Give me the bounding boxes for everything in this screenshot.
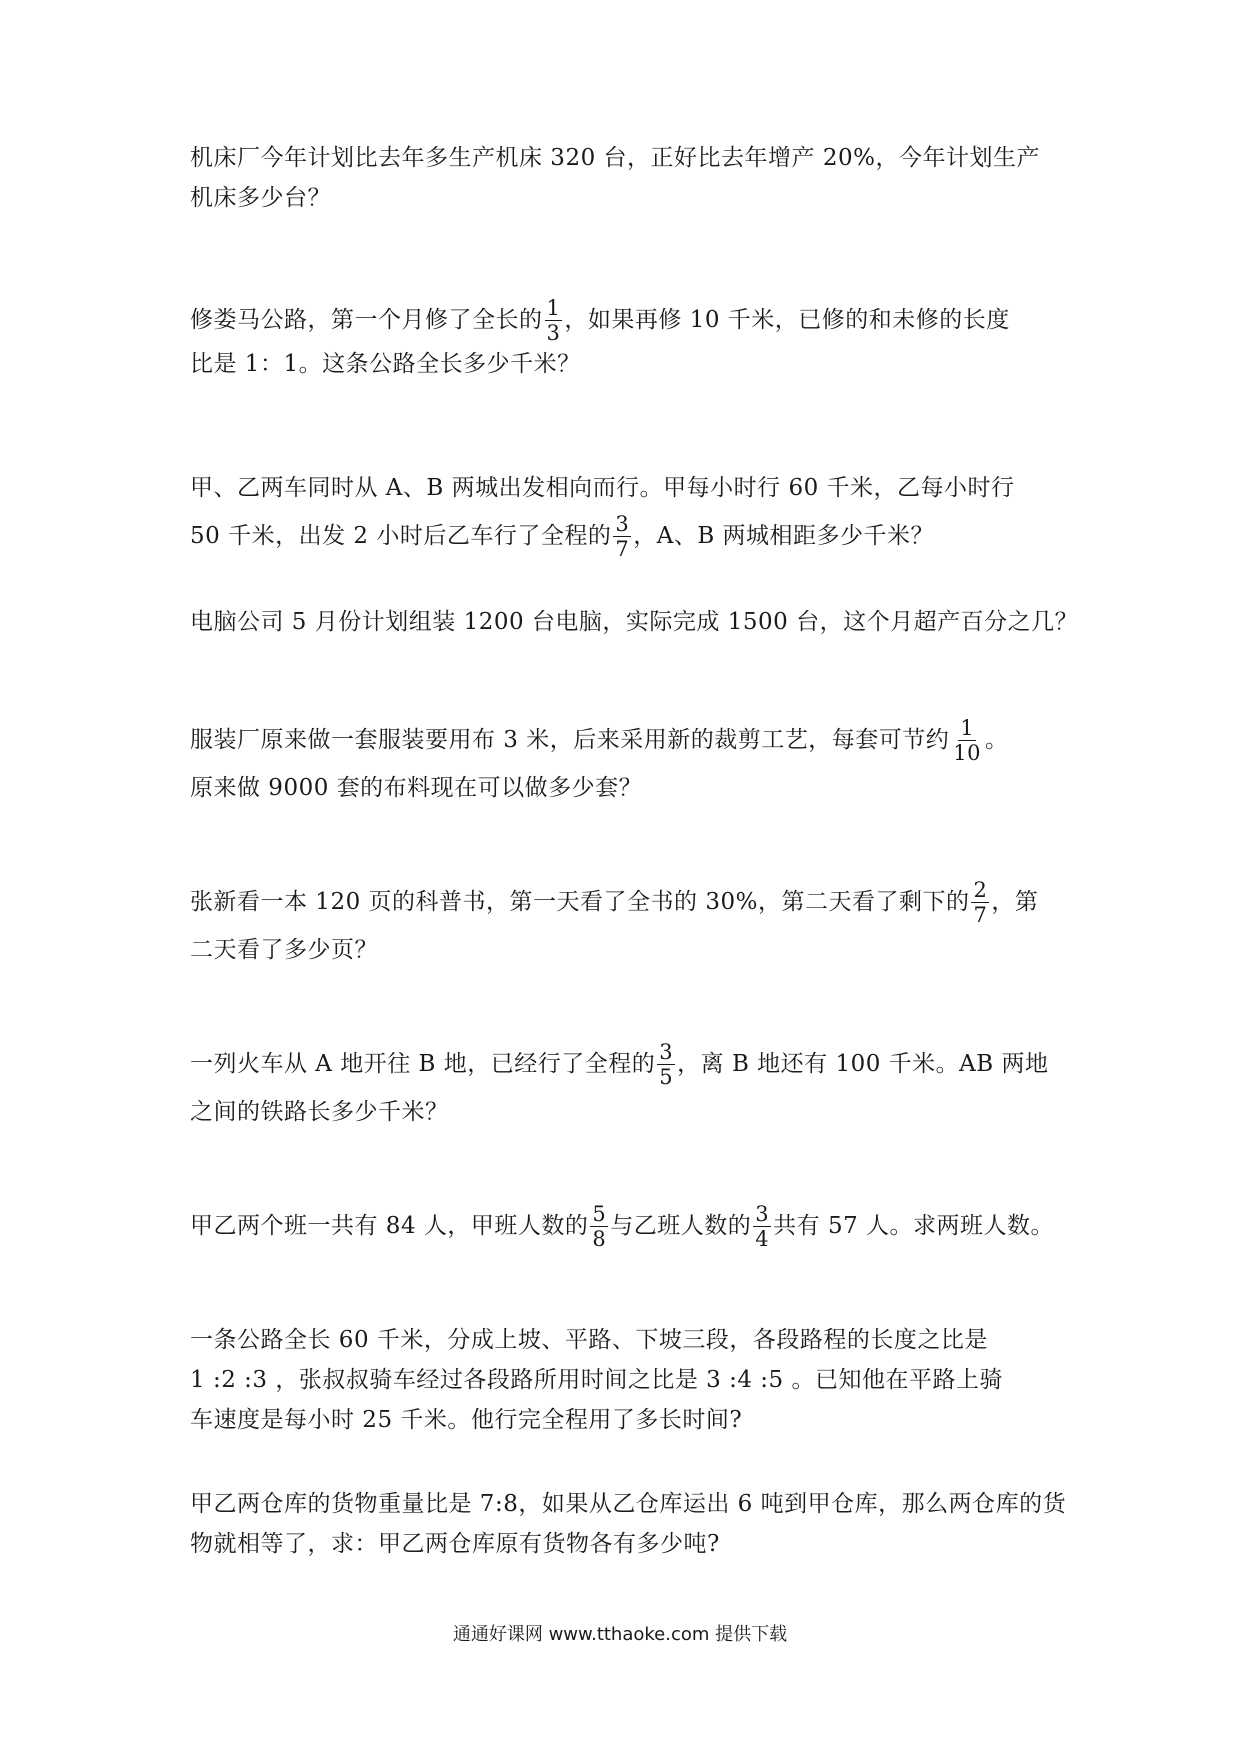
problem-5-text-1a: 服装厂原来做一套服装要用布 3 米，后来采用新的裁剪工艺，每套可节约 xyxy=(190,727,950,753)
fraction-denominator: 7 xyxy=(973,902,988,927)
problem-10 xyxy=(190,1484,1067,1564)
problem-7-line-1 xyxy=(190,1036,1060,1092)
fraction xyxy=(657,1040,675,1089)
problem-6-text-1b: ，第 xyxy=(991,889,1039,915)
fraction-numerator: 1 xyxy=(546,295,561,320)
fraction xyxy=(613,512,631,561)
problem-1-text-1: 机床厂今年计划比去年多生产机床 320 台，正好比去年增产 20%，今年计划生产 xyxy=(190,145,1040,171)
problem-4-text-1: 电脑公司 5 月份计划组装 1200 台电脑，实际完成 1500 台，这个月超产百分之几？ xyxy=(190,609,1079,635)
problem-6-text-1a: 张新看一本 120 页的科普书，第一天看了全书的 30%，第二天看了剩下的 xyxy=(190,889,970,915)
fraction-numerator: 3 xyxy=(615,511,630,536)
problem-10-text-2: 物就相等了，求：甲乙两仓库原有货物各有多少吨? xyxy=(190,1531,720,1557)
problem-7-line-2 xyxy=(190,1092,1060,1132)
fraction-numerator: 3 xyxy=(755,1201,770,1226)
problem-7-text-1a: 一列火车从 A 地开往 B 地，已经行了全程的 xyxy=(190,1051,656,1077)
problem-6 xyxy=(190,874,1060,970)
problem-1-line-1 xyxy=(190,138,1060,178)
problem-7-text-2: 之间的铁路长多少千米？ xyxy=(190,1099,449,1125)
page-footer: 通通好课网 www.tthaoke.com 提供下载 xyxy=(452,1624,788,1645)
fraction-denominator: 4 xyxy=(755,1226,770,1251)
problem-3-text-2b: ，A、B 两城相距多少千米？ xyxy=(633,523,935,549)
problem-1 xyxy=(190,138,1060,218)
problem-9 xyxy=(190,1320,1060,1440)
problem-1-text-2: 机床多少台？ xyxy=(190,185,331,211)
problem-6-text-2: 二天看了多少页？ xyxy=(190,937,378,963)
problem-10-line-1 xyxy=(190,1484,1067,1524)
problem-9-line-1 xyxy=(190,1320,1060,1360)
problem-2-line-2 xyxy=(190,344,1060,384)
fraction xyxy=(753,1202,771,1251)
problem-6-line-1 xyxy=(190,874,1060,930)
problem-5 xyxy=(190,712,1060,808)
problem-5-line-2 xyxy=(190,768,1060,808)
problem-8-text-1c: 共有 57 人。求两班人数。 xyxy=(773,1213,1055,1239)
problem-8-line-1 xyxy=(190,1198,1060,1254)
fraction xyxy=(545,296,563,345)
problem-9-line-3 xyxy=(190,1400,1060,1440)
problem-10-text-1: 甲乙两仓库的货物重量比是 7:8，如果从乙仓库运出 6 吨到甲仓库，那么两仓库的货 xyxy=(190,1491,1067,1517)
problem-5-text-1b: 。 xyxy=(985,727,1009,753)
fraction xyxy=(951,716,983,765)
problem-2-text-2: 比是 1：1。这条公路全长多少千米？ xyxy=(190,351,581,377)
problem-8-text-1b: 与乙班人数的 xyxy=(610,1213,752,1239)
problem-3-text-1: 甲、乙两车同时从 A、B 两城出发相向而行。甲每小时行 60 千米，乙每小时行 xyxy=(190,475,1015,501)
problem-7 xyxy=(190,1036,1060,1132)
problem-1-line-2 xyxy=(190,178,1060,218)
problem-8-text-1a: 甲乙两个班一共有 84 人，甲班人数的 xyxy=(190,1213,589,1239)
fraction-numerator: 2 xyxy=(973,877,988,902)
fraction-denominator: 5 xyxy=(659,1064,674,1089)
problem-9-line-2 xyxy=(190,1360,1060,1400)
problem-7-text-1b: ，离 B 地还有 100 千米。AB 两地 xyxy=(677,1051,1049,1077)
fraction xyxy=(971,878,989,927)
problem-5-text-2: 原来做 9000 套的布料现在可以做多少套？ xyxy=(190,775,643,801)
problem-9-text-1: 一条公路全长 60 千米，分成上坡、平路、下坡三段，各段路程的长度之比是 xyxy=(190,1327,988,1353)
problem-3-line-1 xyxy=(190,468,1060,508)
problem-8 xyxy=(190,1198,1060,1254)
problem-2 xyxy=(190,296,1060,384)
problem-4 xyxy=(190,602,1079,642)
problem-9-text-2: 1 :2 :3 ，张叔叔骑车经过各段路所用时间之比是 3 :4 :5 。已知他在平路上骑 xyxy=(190,1367,1003,1393)
fraction-numerator: 1 xyxy=(960,715,975,740)
problem-2-text-1a: 修娄马公路，第一个月修了全长的 xyxy=(190,307,543,333)
problem-2-line-1 xyxy=(190,296,1060,344)
problem-2-text-1b: ，如果再修 10 千米，已修的和未修的长度 xyxy=(564,307,1010,333)
problem-5-line-1 xyxy=(190,712,1060,768)
problem-3-line-2 xyxy=(190,508,1060,564)
fraction-denominator: 10 xyxy=(953,740,981,765)
problem-9-text-3: 车速度是每小时 25 千米。他行完全程用了多长时间? xyxy=(190,1407,743,1433)
fraction-numerator: 5 xyxy=(592,1201,607,1226)
fraction-numerator: 3 xyxy=(659,1039,674,1064)
problem-3 xyxy=(190,468,1060,564)
problem-6-line-2 xyxy=(190,930,1060,970)
fraction-denominator: 8 xyxy=(592,1226,607,1251)
problem-4-line-1 xyxy=(190,602,1079,642)
problem-3-text-2a: 50 千米，出发 2 小时后乙车行了全程的 xyxy=(190,523,612,549)
fraction xyxy=(590,1202,608,1251)
fraction-denominator: 3 xyxy=(546,320,561,345)
fraction-denominator: 7 xyxy=(615,536,630,561)
problem-10-line-2 xyxy=(190,1524,1060,1564)
